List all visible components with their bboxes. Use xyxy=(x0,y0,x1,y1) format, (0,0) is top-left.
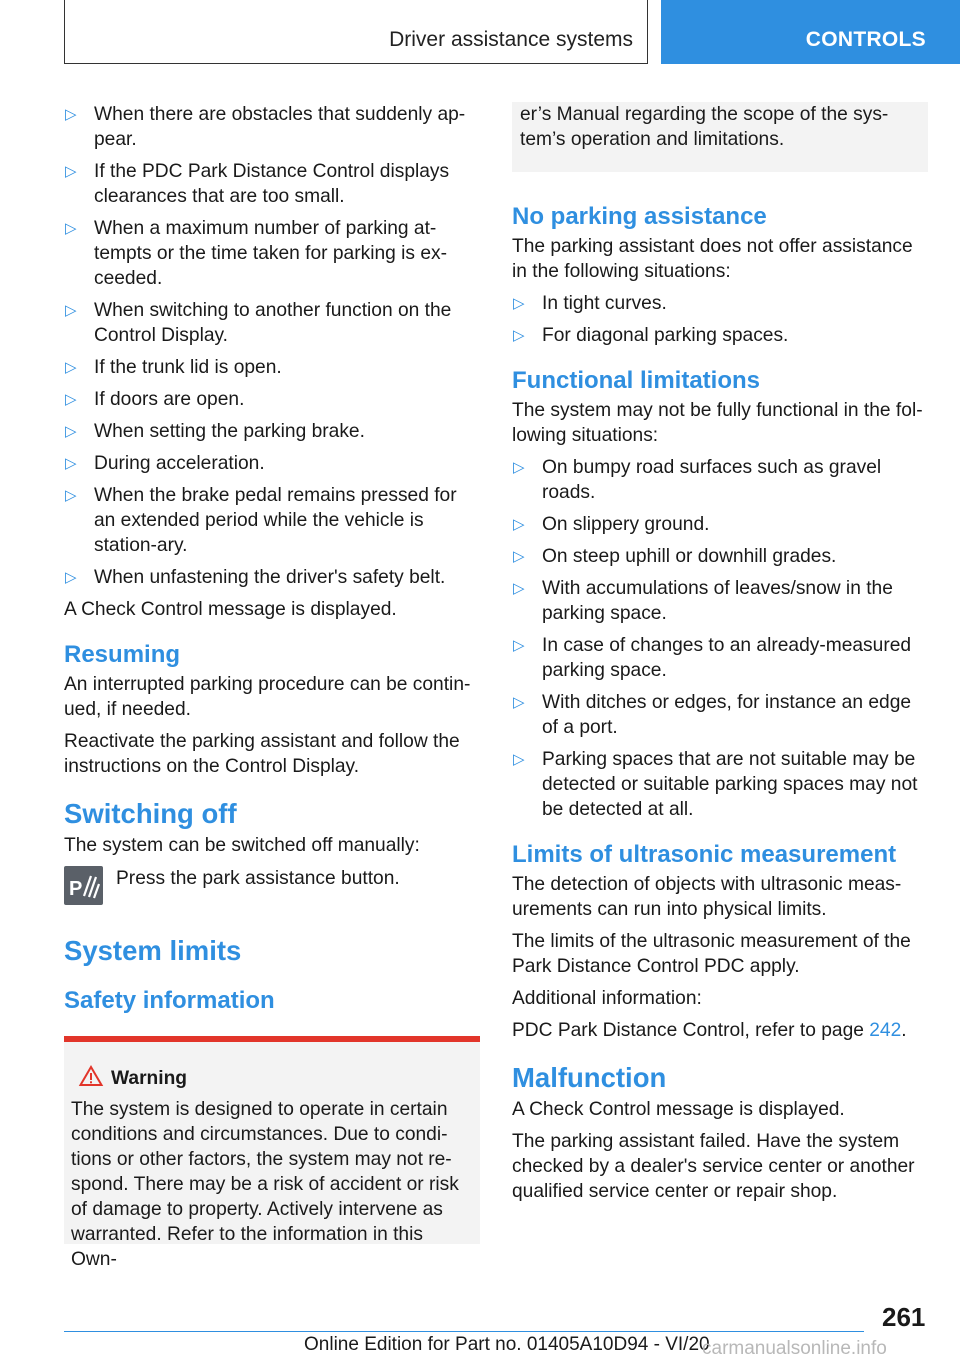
warning-box-continued xyxy=(512,102,928,172)
ultrasonic-limits-heading: Limits of ultrasonic measurement xyxy=(512,841,897,868)
ultrasonic-paragraph-3: Additional information: xyxy=(512,988,702,1009)
triangle-right-icon: ▷ xyxy=(65,423,77,440)
triangle-right-icon: ▷ xyxy=(65,391,77,408)
functional-limitations-paragraph: The system may not be fully functional in the fol-lowing situations: xyxy=(512,400,923,446)
list-item: ▷ When setting the parking brake. xyxy=(65,421,365,442)
switching-off-heading: Switching off xyxy=(64,798,237,829)
list-item: ▷ On slippery ground. xyxy=(513,514,710,535)
triangle-right-icon: ▷ xyxy=(65,163,77,180)
ultrasonic-paragraph-1: The detection of objects with ultrasonic meas-urements can run into physical limits. xyxy=(512,874,902,920)
triangle-right-icon: ▷ xyxy=(513,459,525,476)
warning-title: Warning xyxy=(71,1066,473,1091)
chapter-tab-label: CONTROLS xyxy=(805,28,926,51)
triangle-right-icon: ▷ xyxy=(65,569,77,586)
list-item: ▷ When there are obstacles that suddenly ap-pear. xyxy=(65,104,466,150)
resuming-heading: Resuming xyxy=(64,641,181,668)
list-item: ▷ On bumpy road surfaces such as gravel roads. xyxy=(513,457,882,503)
warning-text: The system is designed to operate in certain conditions and circumstances. Due to condi-tions or other factors, the system may not re-spond. There may be a risk of accident or risk of damage to property. Actively intervene as warranted. Refer to the information in this Own- xyxy=(71,1099,459,1270)
press-text: Press the park assistance button. xyxy=(116,868,400,889)
park-assist-button-icon xyxy=(64,866,103,905)
pdc-reference: PDC Park Distance Control, refer to page 242. xyxy=(512,1020,907,1041)
list-item: ▷ With accumulations of leaves/snow in the parking space. xyxy=(513,578,893,624)
edition-text: Online Edition for Part no. 01405A10D94 - VI/20 xyxy=(304,1334,710,1355)
footer-divider xyxy=(64,1331,864,1332)
left-column xyxy=(64,102,480,1270)
resuming-paragraph-2: Reactivate the parking assistant and follow the instructions on the Control Display. xyxy=(64,731,460,777)
cancel-conditions-list xyxy=(64,102,480,590)
ultrasonic-paragraph-2: The limits of the ultrasonic measurement of the Park Distance Control PDC apply. xyxy=(512,931,911,977)
no-assistance-list xyxy=(512,291,928,348)
list-item: ▷ For diagonal parking spaces. xyxy=(513,325,789,346)
check-control-note: A Check Control message is displayed. xyxy=(64,599,397,620)
page-link[interactable]: 242 xyxy=(869,1020,902,1041)
no-parking-assistance-paragraph: The parking assistant does not offer assistance in the following situations: xyxy=(512,236,913,282)
warning-text-continued: er’s Manual regarding the scope of the sys-tem’s operation and limitations. xyxy=(520,104,889,150)
triangle-right-icon: ▷ xyxy=(65,455,77,472)
malfunction-paragraph-1: A Check Control message is displayed. xyxy=(512,1099,845,1120)
resuming-paragraph-1: An interrupted parking procedure can be contin-ued, if needed. xyxy=(64,674,471,720)
chapter-tab xyxy=(661,0,960,64)
list-item: ▷ Parking spaces that are not suitable may be detected or suitable parking spaces may not be detected at all. xyxy=(513,749,918,820)
triangle-right-icon: ▷ xyxy=(65,106,77,123)
triangle-right-icon: ▷ xyxy=(513,327,525,344)
triangle-right-icon: ▷ xyxy=(513,580,525,597)
warning-triangle-icon xyxy=(79,1065,103,1087)
triangle-right-icon: ▷ xyxy=(65,302,77,319)
list-item: ▷ If the PDC Park Distance Control displays clearances that are too small. xyxy=(65,161,450,207)
malfunction-paragraph-2: The parking assistant failed. Have the system checked by a dealer's service center or another qualified service center or repair shop. xyxy=(512,1131,915,1202)
page-number: 261 xyxy=(882,1302,926,1332)
functional-limitations-heading: Functional limitations xyxy=(512,367,761,394)
triangle-right-icon: ▷ xyxy=(65,220,77,237)
system-limits-heading: System limits xyxy=(64,935,242,966)
section-title: Driver assistance systems xyxy=(389,28,633,51)
right-column xyxy=(512,102,928,1211)
triangle-right-icon: ▷ xyxy=(513,751,525,768)
functional-limitations-list xyxy=(512,455,928,822)
list-item: ▷ In tight curves. xyxy=(513,293,667,314)
list-item: ▷ When unfastening the driver's safety belt. xyxy=(65,567,446,588)
triangle-right-icon: ▷ xyxy=(65,359,77,376)
warning-box xyxy=(64,1036,480,1270)
malfunction-heading: Malfunction xyxy=(512,1062,667,1093)
triangle-right-icon: ▷ xyxy=(513,637,525,654)
list-item: ▷ If the trunk lid is open. xyxy=(65,357,282,378)
list-item: ▷ When a maximum number of parking at-tempts or the time taken for parking is ex-ceeded. xyxy=(65,218,447,289)
triangle-right-icon: ▷ xyxy=(513,516,525,533)
list-item: ▷ If doors are open. xyxy=(65,389,245,410)
safety-information-heading: Safety information xyxy=(64,987,275,1014)
header-section-box xyxy=(64,0,648,64)
list-item: ▷ When switching to another function on the Control Display. xyxy=(65,300,452,346)
triangle-right-icon: ▷ xyxy=(513,694,525,711)
list-item: ▷ On steep uphill or downhill grades. xyxy=(513,546,837,567)
svg-text:P: P xyxy=(69,878,83,900)
list-item: ▷ During acceleration. xyxy=(65,453,265,474)
switching-off-paragraph: The system can be switched off manually: xyxy=(64,835,420,856)
watermark: carmanualsonline.info xyxy=(702,1338,887,1359)
no-parking-assistance-heading: No parking assistance xyxy=(512,203,767,230)
triangle-right-icon: ▷ xyxy=(513,548,525,565)
triangle-right-icon: ▷ xyxy=(65,487,77,504)
press-instruction xyxy=(64,866,480,906)
list-item: ▷ With ditches or edges, for instance an edge of a port. xyxy=(513,692,912,738)
list-item: ▷ When the brake pedal remains pressed for an extended period while the vehicle is station-ary. xyxy=(65,485,457,556)
triangle-right-icon: ▷ xyxy=(513,295,525,312)
list-item: ▷ In case of changes to an already-measured parking space. xyxy=(513,635,912,681)
